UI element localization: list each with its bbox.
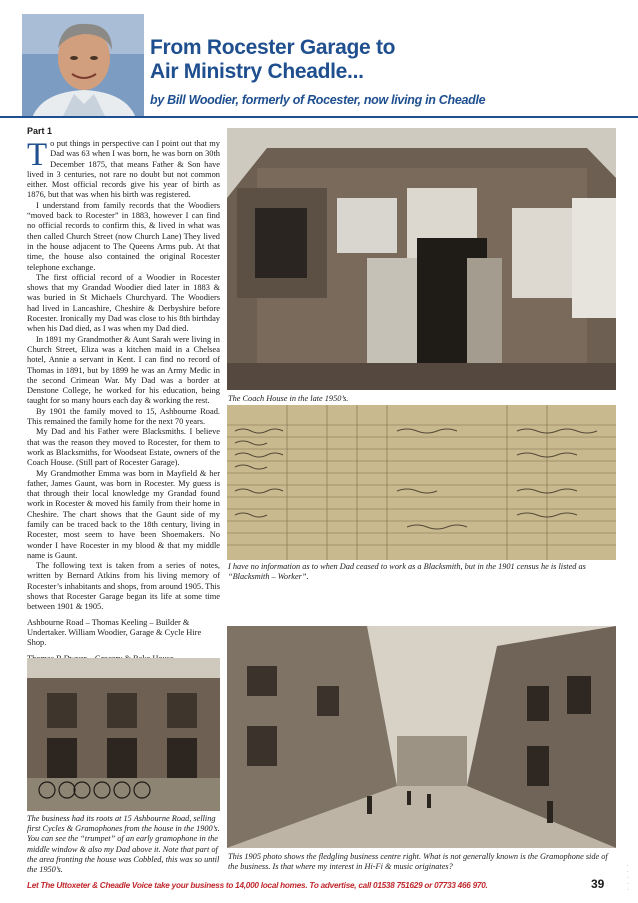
headline-line-1: From Rocester Garage to (150, 36, 396, 59)
headline-line-2: Air Ministry Cheadle... (150, 60, 364, 83)
article-paragraph: The following text is taken from a series of notes, written by Bernard Atkins from his living memory of Rocester’s inhabitants and shops, from around 1905. This shows that Rocester Garage began its life at some time between 1901 & 1905. (27, 561, 220, 612)
article-paragraph: My Grandmother Emma was born in Mayfield & her father, James Gaunt, was born in Rocester. My guess is that through their local knowledge my Grandad found work in Rocester & moved his family from their home in Cheshire. The chart shows that the Gaunt side of my family can be traced back to the 18th century, living in Rocester, most seem to have been Shoemakers. No wonder I have Rocester in my blood & that my middle name is Gaunt. (27, 468, 220, 560)
census-caption: I have no information as to when Dad ceased to work as a Blacksmith, but in the 1901 census he is listed as “Blacksmith – Worker”. (228, 562, 586, 582)
article-body (27, 139, 220, 664)
article-paragraph: By 1901 the family moved to 15, Ashbourne Road. This remained the family home for the next 70 years. (27, 406, 220, 427)
census-record-photo (227, 405, 616, 560)
coach-house-photo (227, 128, 616, 390)
dropcap: T (27, 137, 48, 173)
byline: by Bill Woodier, formerly of Rocester, now living in Cheadle (150, 93, 486, 107)
article-paragraph: I understand from family records that the Woodiers “moved back to Rocester” in 1883, however I can find no official records to confirm this, & lived in what was then called Church Street (now Church Lane) They lived in the house adjacent to The Queens Arms pub. At that time, the house also contained the original Rocester telephone exchange. (27, 200, 220, 272)
street-caption: This 1905 photo shows the fledgling business centre right. What is not generally known is the Gramophone side of the business. Is that where my interest in Hi-Fi & music originates? (228, 852, 608, 872)
shop-note: Ashbourne Road – Thomas Keeling – Builder & Undertaker. William Woodier, Garage & Cycle Hire Shop. (27, 617, 202, 648)
author-photo (22, 14, 144, 118)
street-photo (227, 626, 616, 848)
article-paragraph: The first official record of a Woodier in Rocester shows that my Grandad Woodier died later in 1883 & was buried in St Michaels Churchyard. The Woodiers had lived in Lancashire, Cheshire & Derbyshire before Rocester. Ironically my Dad was close to his 8th birthday when his Dad died, as I was when my Dad died. (27, 272, 220, 334)
page-number: 39 (591, 877, 605, 891)
article-paragraph: My Dad and his Father were Blacksmiths. I believe that was the reason they moved to Rocester, for them to work as Blacksmiths, for Woodseat Estate, owners of the Coach House. (Still part of Rocester Garage). (27, 427, 220, 468)
edge-dots: · · · · · (627, 864, 629, 893)
shop-photo (27, 658, 220, 811)
header (0, 0, 638, 118)
part-label: Part 1 (27, 126, 53, 136)
coach-house-caption: The Coach House in the late 1950’s. (228, 394, 349, 403)
advertising-footer: Let The Uttoxeter & Cheadle Voice take your business to 14,000 local homes. To advertise, call 01538 751629 or 07733 466 970. (27, 881, 488, 890)
header-rule (0, 116, 638, 118)
article-paragraph: To put things in perspective can I point out that my Dad was 63 when I was born, he was born on 30th December 1875, that means Father & Son have lived in 3 centuries, not rare no doubt but not common either. Most official records give his year of birth as 1876, but that was when his birth was registered. (27, 137, 220, 200)
article-paragraph: In 1891 my Grandmother & Aunt Sarah were living in Church Street, Eliza was a kitchen maid in a Chelsea hotel, Annie a servant in Kent. I can find no record of Thomas in 1891, but by 1899 he was an Army Medic in the second Crimean War. My Dad was a border at Denstone College, he worked for his education, being taught for so many hours each day & working the rest. (27, 334, 220, 406)
shop-caption: The business had its roots at 15 Ashbourne Road, selling first Cycles & Gramophones from the house in the 1900’s. You can see the “trumpet” of an early gramophone in the middle window & also my Dad above it. Note that part of the area fronting the house was Cobbled, this was so until the 1950’s. (27, 814, 220, 875)
